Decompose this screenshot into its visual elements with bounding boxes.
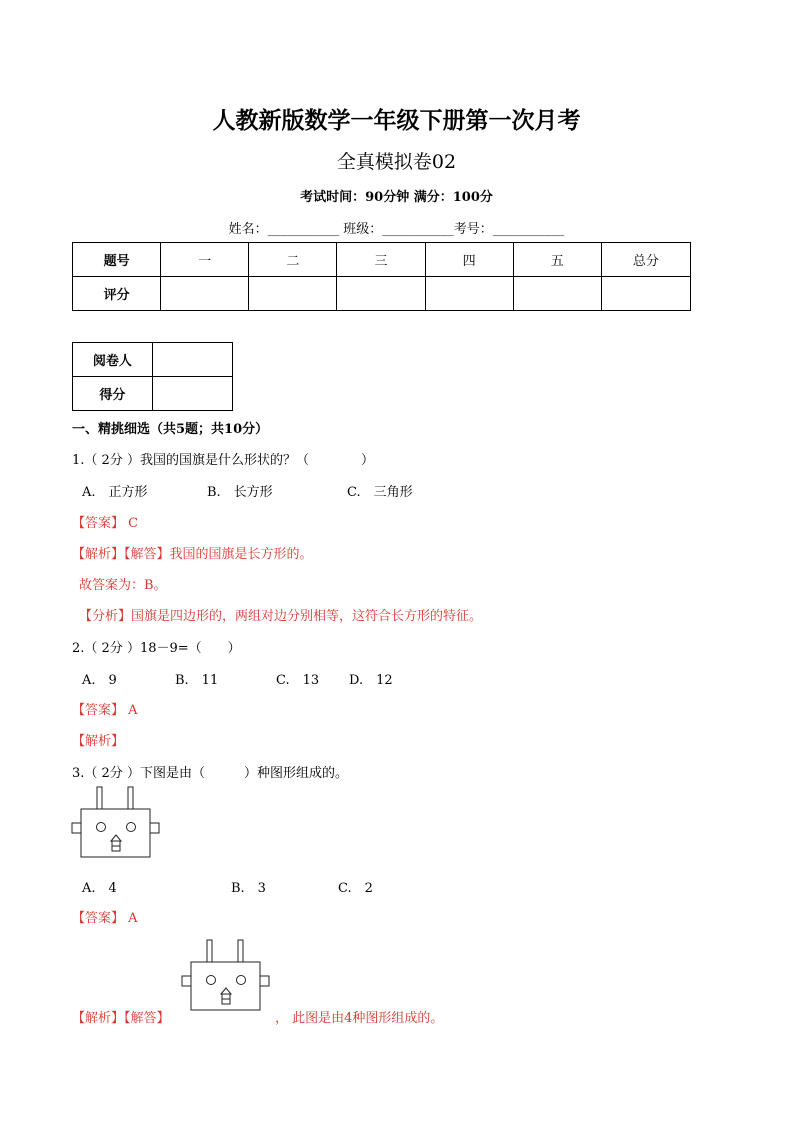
q3-analysis-suffix: ， 此图是由4种图形组成的。 xyxy=(275,1011,444,1026)
score-cell xyxy=(513,277,601,311)
score-header-cell: 总分 xyxy=(601,243,690,277)
exam-info: 考试时间：90分钟 满分：100分 xyxy=(300,190,493,205)
score-header-cell: 四 xyxy=(425,243,513,277)
q2-option-a: A. 9 xyxy=(82,673,117,688)
section-title: 一、精挑细选（共5题；共10分） xyxy=(72,422,269,437)
score-cell xyxy=(249,277,337,311)
q2-option-b: B. 11 xyxy=(175,673,219,688)
q2-stem: 2.（ 2分 ）18－9=（ ） xyxy=(72,641,241,656)
score-header-cell: 五 xyxy=(513,243,601,277)
q2-option-c: C. 13 xyxy=(276,673,320,688)
q2-analysis: 【解析】 xyxy=(72,734,125,749)
robot-figure-solution xyxy=(180,938,275,1013)
q3-option-b: B. 3 xyxy=(231,881,266,896)
score-cell xyxy=(337,277,425,311)
q1-option-c: C. 三角形 xyxy=(347,485,413,500)
q1-answer: 【答案】 C xyxy=(72,516,139,531)
q1-stem: 1.（ 2分 ）我国的国旗是什么形状的？（ ） xyxy=(72,453,374,468)
grader-cell xyxy=(152,377,232,411)
q3-stem: 3.（ 2分 ）下图是由（ ）种图形组成的。 xyxy=(72,766,348,781)
score-header-cell: 三 xyxy=(337,243,425,277)
q1-note: 【分析】国旗是四边形的，两组对边分别相等，这符合长方形的特征。 xyxy=(79,609,483,624)
q2-answer: 【答案】 A xyxy=(72,703,138,718)
student-info: 姓名：___________ 班级：___________考号：___________ xyxy=(228,222,565,237)
score-cell xyxy=(161,277,249,311)
page-subtitle: 全真模拟卷02 xyxy=(336,151,457,173)
q3-option-a: A. 4 xyxy=(82,881,117,896)
score-cell xyxy=(601,277,690,311)
q1-analysis: 【解析】【解答】我国的国旗是长方形的。 xyxy=(72,547,313,562)
grader-label: 阅卷人 xyxy=(73,343,153,377)
score-header-cell: 二 xyxy=(249,243,337,277)
robot-figure xyxy=(70,785,165,860)
q3-option-c: C. 2 xyxy=(338,881,373,896)
q3-answer: 【答案】 A xyxy=(72,911,138,926)
score-cell xyxy=(425,277,513,311)
score-row-label: 评分 xyxy=(73,277,161,311)
page-title: 人教新版数学一年级下册第一次月考 xyxy=(212,107,581,134)
score-table xyxy=(72,242,691,311)
q1-option-a: A. 正方形 xyxy=(82,485,148,500)
q1-option-b: B. 长方形 xyxy=(207,485,273,500)
q3-analysis-prefix: 【解析】【解答】 xyxy=(72,1011,170,1026)
q1-conclusion: 故答案为：B。 xyxy=(79,578,167,593)
q2-option-d: D. 12 xyxy=(349,673,393,688)
grader-label: 得分 xyxy=(73,377,153,411)
grader-table xyxy=(72,342,233,411)
score-header-cell: 题号 xyxy=(73,243,161,277)
score-header-cell: 一 xyxy=(161,243,249,277)
grader-cell xyxy=(152,343,232,377)
